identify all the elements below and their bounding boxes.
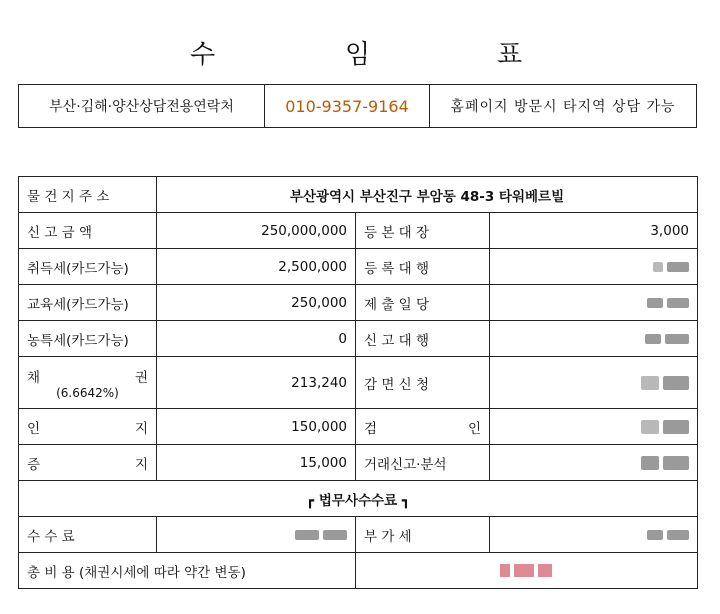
contact-note: 홈페이지 방문시 타지역 상담 가능 <box>450 99 676 115</box>
row-label: 취득세(카드가능) <box>19 249 157 285</box>
document-title <box>0 34 720 74</box>
redacted-value <box>490 285 698 321</box>
row-label: 총 비 용 (채권시세에 따라 약간 변동) <box>19 553 356 589</box>
table-row <box>19 409 698 445</box>
row-label: 채 권 (6.6642%) <box>19 357 157 409</box>
redacted-value <box>490 517 698 553</box>
row-label: 신 고 대 행 <box>356 321 490 357</box>
table-row <box>19 285 698 321</box>
table-row <box>19 213 698 249</box>
table-row <box>19 517 698 553</box>
address-value: 부산광역시 부산진구 부암동 48-3 타워베르빌 <box>157 177 698 213</box>
contact-label: 부산·김해·양산상담전용연락처 <box>19 85 265 127</box>
table-row <box>19 481 698 517</box>
fee-table <box>18 176 698 589</box>
contact-box <box>18 84 697 128</box>
row-value: 150,000 <box>157 409 356 445</box>
row-label: 부 가 세 <box>356 517 490 553</box>
row-label: 제 출 일 당 <box>356 285 490 321</box>
row-label: 등 록 대 행 <box>356 249 490 285</box>
row-label: 증 지 <box>19 445 157 481</box>
row-value: 250,000 <box>157 285 356 321</box>
table-row <box>19 553 698 589</box>
row-label: 거래신고·분석 <box>356 445 490 481</box>
row-label: 수 수 료 <box>19 517 157 553</box>
table-row <box>19 249 698 285</box>
title-char-3: 표 <box>497 40 523 70</box>
table-row <box>19 357 698 409</box>
redacted-value <box>490 321 698 357</box>
redacted-value <box>157 517 356 553</box>
redacted-value <box>490 445 698 481</box>
title-char-2: 임 <box>345 40 371 70</box>
table-row <box>19 445 698 481</box>
bracket-left-icon: ┏ <box>306 492 315 509</box>
row-value: 0 <box>157 321 356 357</box>
row-label: 인 지 <box>19 409 157 445</box>
row-value: 15,000 <box>157 445 356 481</box>
row-value: 213,240 <box>157 357 356 409</box>
redacted-total <box>356 553 698 589</box>
contact-phone[interactable]: 010-9357-9164 <box>265 85 430 127</box>
redacted-value <box>490 357 698 409</box>
row-value: 250,000,000 <box>157 213 356 249</box>
redacted-value <box>490 249 698 285</box>
bracket-right-icon: ┓ <box>401 492 410 509</box>
title-char-1: 수 <box>190 40 216 70</box>
row-label: 교육세(카드가능) <box>19 285 157 321</box>
row-label: 농특세(카드가능) <box>19 321 157 357</box>
table-row <box>19 177 698 213</box>
table-row <box>19 321 698 357</box>
row-label: 감 면 신 청 <box>356 357 490 409</box>
row-label: 검 인 <box>356 409 490 445</box>
redacted-value <box>490 409 698 445</box>
row-value: 3,000 <box>490 213 698 249</box>
address-label: 물 건 지 주 소 <box>19 177 157 213</box>
row-label: 신 고 금 액 <box>19 213 157 249</box>
section-header: ┏ 법무사수수료 ┓ <box>19 481 698 517</box>
row-label: 등 본 대 장 <box>356 213 490 249</box>
row-value: 2,500,000 <box>157 249 356 285</box>
